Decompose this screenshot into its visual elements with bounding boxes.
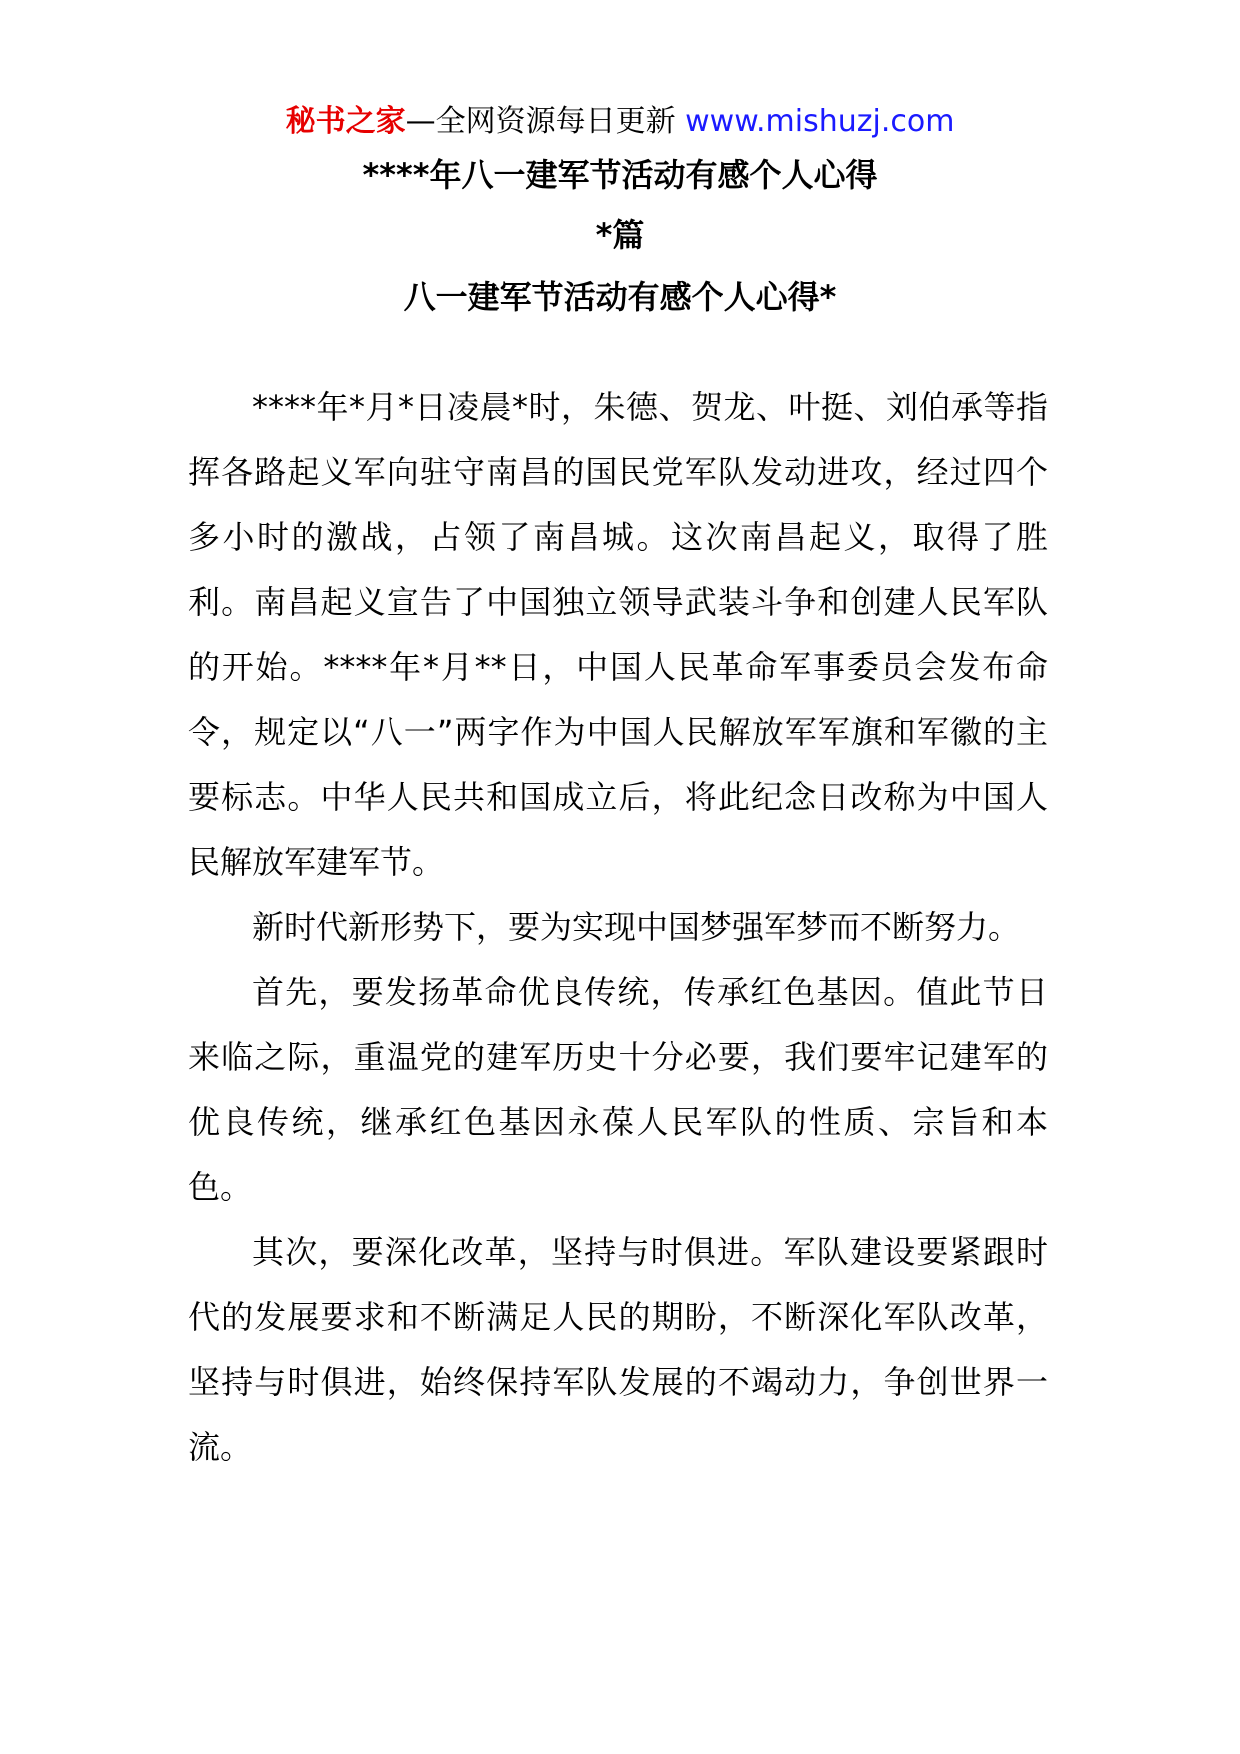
paragraph: 其次，要深化改革，坚持与时俱进。军队建设要紧跟时代的发展要求和不断满足人民的期盼，不断深化军队改革，坚持与时俱进，始终保持军队发展的不竭动力，争创世界一流。 bbox=[188, 1233, 1048, 1466]
paragraph: 首先，要发扬革命优良传统，传承红色基因。值此节日来临之际，重温党的建军历史十分必要，我们要牢记建军的优良传统，继承红色基因永葆人民军队的性质、宗旨和本色。 bbox=[188, 973, 1048, 1206]
paragraph: ****年*月*日凌晨*时，朱德、贺龙、叶挺、刘伯承等指挥各路起义军向驻守南昌的国民党军队发动进攻，经过四个多小时的激战，占领了南昌城。这次南昌起义，取得了胜利。南昌起义宣告了中国独立领导武装斗争和创建人民军队的开始。****年*月**日，中国人民革命军事委员会发布命令，规定以“八一”两字作为中国人民解放军军旗和军徽的主要标志。中华人民共和国成立后，将此纪念日改称为中国人民解放军建军节。 bbox=[188, 388, 1048, 881]
paragraph: 新时代新形势下，要为实现中国梦强军梦而不断努力。 bbox=[252, 908, 1021, 946]
article-body bbox=[188, 375, 1048, 1480]
site-url[interactable]: www.mishuzj.com bbox=[685, 104, 955, 139]
article-subtitle: 八一建军节活动有感个人心得* bbox=[403, 278, 837, 316]
site-header bbox=[0, 100, 1240, 144]
document-title: ****年八一建军节活动有感个人心得 bbox=[362, 156, 878, 194]
header-tagline: —全网资源每日更新 bbox=[405, 104, 686, 139]
brand-name: 秘书之家 bbox=[285, 104, 406, 139]
article-count: *篇 bbox=[595, 216, 645, 254]
